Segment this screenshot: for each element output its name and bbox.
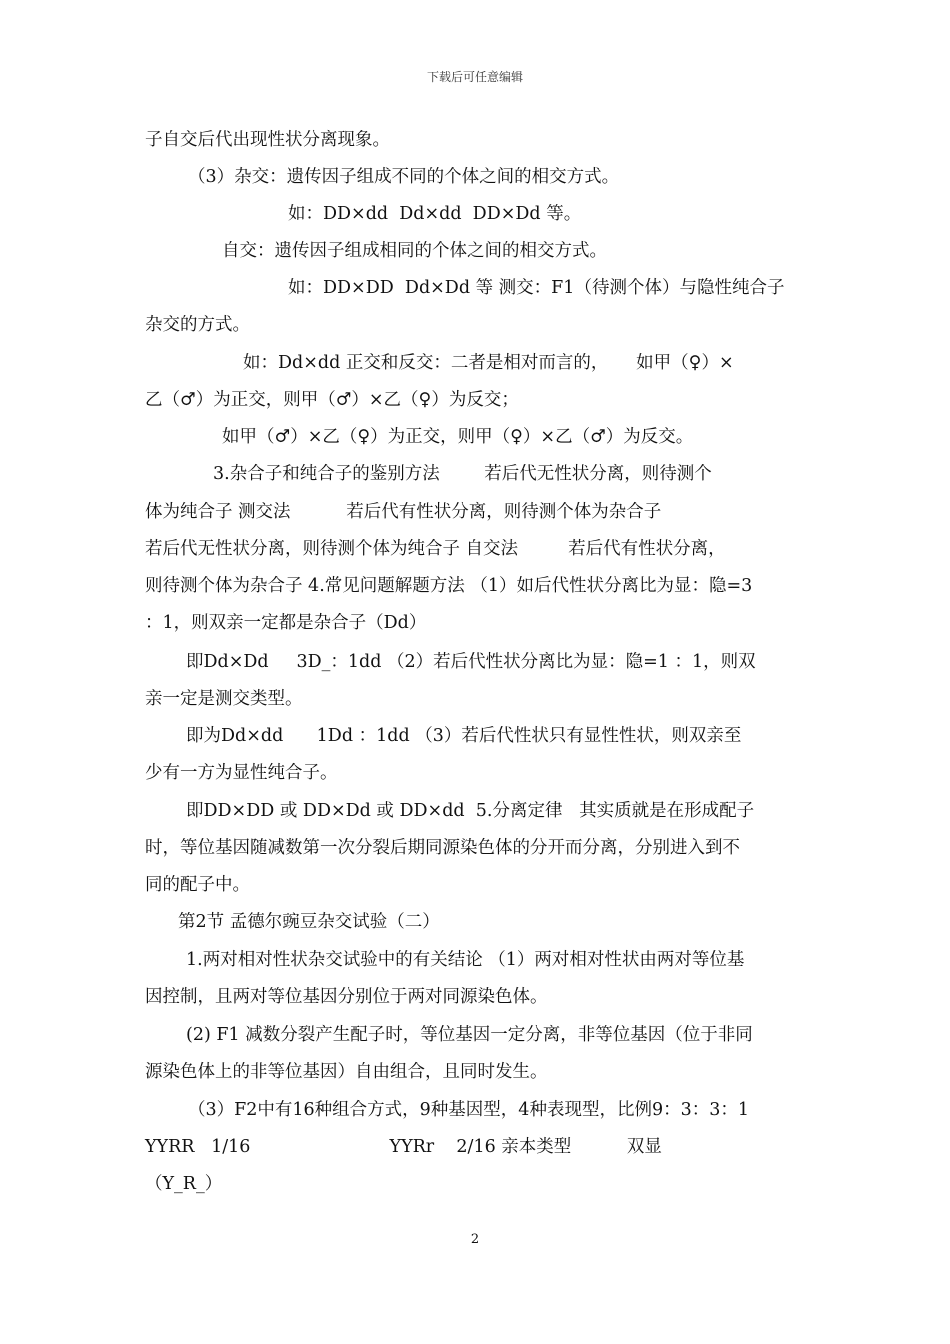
- text-line: 若后代无性状分离，则待测个体为纯合子 自交法 若后代有性状分离，: [145, 539, 726, 559]
- text-line: 子自交后代出现性状分离现象。: [145, 130, 390, 150]
- text-line: ：1，则双亲一定都是杂合子（Dd）: [145, 613, 427, 633]
- text-line: 亲一定是测交类型。: [145, 689, 303, 709]
- text-line: 源染色体上的非等位基因）自由组合，且同时发生。: [145, 1062, 548, 1082]
- text-line: （Y_R_）: [145, 1174, 223, 1194]
- text-line: 则待测个体为杂合子 4.常见问题解题方法 （1）如后代性状分离比为显：隐=3: [145, 576, 753, 596]
- section-heading: 第2节 孟德尔豌豆杂交试验（二）: [178, 912, 440, 932]
- text-line: 即为Dd×dd 1Dd ：1dd （3）若后代性状只有显性性状，则双亲至: [186, 726, 742, 746]
- text-line: (2) F1 减数分裂产生配子时，等位基因一定分离，非等位基因（位于非同: [186, 1025, 753, 1045]
- text-line: 即DD×DD 或 DD×Dd 或 DD×dd 5.分离定律 其实质就是在形成配子: [186, 801, 755, 821]
- text-line: 即Dd×Dd 3D_：1dd （2）若后代性状分离比为显：隐=1 ：1，则双: [186, 652, 756, 672]
- text-line: 1.两对相对性状杂交试验中的有关结论 （1）两对相对性状由两对等位基: [186, 950, 745, 970]
- text-line: 时，等位基因随减数第一次分裂后期同源染色体的分开而分离，分别进入到不: [145, 838, 740, 858]
- text-line: 少有一方为显性纯合子。: [145, 763, 338, 783]
- text-line: 如：DD×DD Dd×Dd 等 测交：F1（待测个体）与隐性纯合子: [288, 278, 785, 298]
- text-line: YYRR 1/16 YYRr 2/16 亲本类型 双显: [145, 1137, 662, 1157]
- page-number: 2: [470, 1232, 480, 1247]
- text-line: 3.杂合子和纯合子的鉴别方法 若后代无性状分离，则待测个: [213, 464, 712, 484]
- text-line: （3）F2中有16种组合方式，9种基因型，4种表现型，比例9：3：3：1: [188, 1100, 749, 1120]
- text-line: 自交：遗传因子组成相同的个体之间的相交方式。: [222, 241, 607, 261]
- text-line: 如：Dd×dd 正交和反交：二者是相对而言的， 如甲（♀）×: [243, 353, 734, 373]
- text-line: 乙（♂）为正交，则甲（♂）×乙（♀）为反交；: [145, 390, 519, 410]
- text-line: 如甲（♂）×乙（♀）为正交，则甲（♀）×乙（♂）为反交。: [222, 427, 694, 447]
- text-line: 如：DD×dd Dd×dd DD×Dd 等。: [288, 204, 582, 224]
- page-header: 下载后可任意编辑: [426, 70, 523, 84]
- text-line: （3）杂交：遗传因子组成不同的个体之间的相交方式。: [188, 167, 620, 187]
- text-line: 因控制，且两对等位基因分别位于两对同源染色体。: [145, 987, 548, 1007]
- text-line: 同的配子中。: [145, 875, 250, 895]
- text-line: 体为纯合子 测交法 若后代有性状分离，则待测个体为杂合子: [145, 502, 662, 522]
- text-line: 杂交的方式。: [145, 315, 250, 335]
